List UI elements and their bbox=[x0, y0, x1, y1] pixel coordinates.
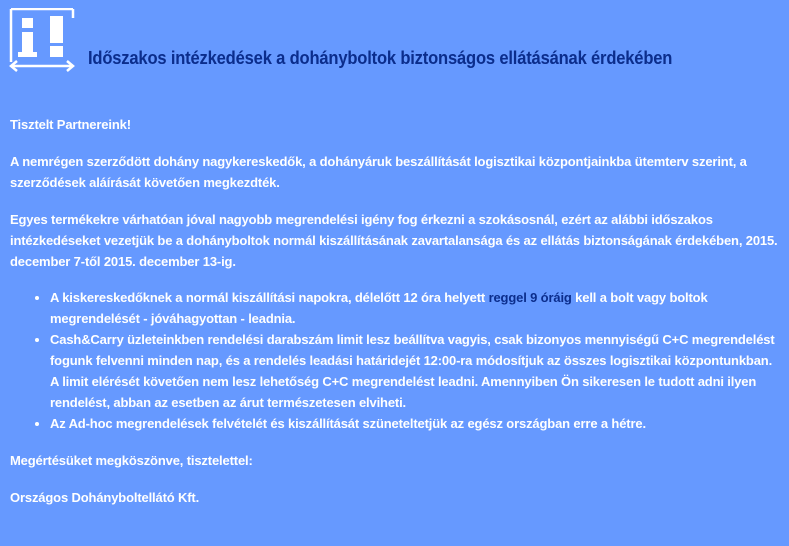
greeting: Tisztelt Partnereink! bbox=[10, 117, 131, 132]
header bbox=[8, 8, 778, 74]
measure-1-after: kell a bolt vagy boltok megrendelését - jóváhagyottan - leadnia. bbox=[50, 290, 708, 326]
closing-line: Megértésüket megköszönve, tisztelettel: bbox=[10, 453, 253, 468]
measures-list bbox=[10, 287, 780, 434]
list-item: • Cash&Carry üzleteinkben rendelési darabszám limit lesz beállítva vagyis, csak bizonyos mennyiségű C+C megrendelést fogunk felvenni minden nap, és a rendelés leadási határidejét 12:00-ra módosítjuk az összes logisztikai központunkban. A limit elérését követően nem lesz lehetőség C+C megrendelést leadni. Amennyiben Ön sikeresen le tudott adni ilyen rendelést, abban az esetben az árut természetesen elviheti. bbox=[50, 329, 780, 413]
info-exclamation-icon bbox=[8, 8, 76, 74]
deadline-highlight: reggel 9 óráig bbox=[488, 290, 572, 305]
signature: Országos Dohányboltellátó Kft. bbox=[10, 490, 200, 505]
page-title: Időszakos intézkedések a dohányboltok biztonságos ellátásának érdekében bbox=[88, 48, 673, 68]
list-item: • Az Ad-hoc megrendelések felvételét és kiszállítását szüneteltetjük az egész országban erre a hétre. bbox=[50, 413, 780, 434]
letter-body bbox=[10, 114, 780, 524]
measures-paragraph: Egyes termékekre várhatóan jóval nagyobb megrendelési igény fog érkezni a szokásosnál, ezért az alábbi időszakos intézkedéseket vezetjük be a dohányboltok normál kiszállításának zavartalansága és az ellátás biztonságának érdekében, 2015. december 7-től 2015. december 13-ig. bbox=[10, 212, 778, 269]
intro-paragraph: A nemrégen szerződött dohány nagykereskedők, a dohányáruk beszállítását logisztikai központjainkba ütemterv szerint, a szerződések aláírását követően megkezdték. bbox=[10, 154, 747, 190]
measure-1-before: A kiskereskedőknek a normál kiszállítási napokra, délelőtt 12 óra helyett bbox=[50, 290, 489, 305]
list-item bbox=[50, 287, 780, 329]
